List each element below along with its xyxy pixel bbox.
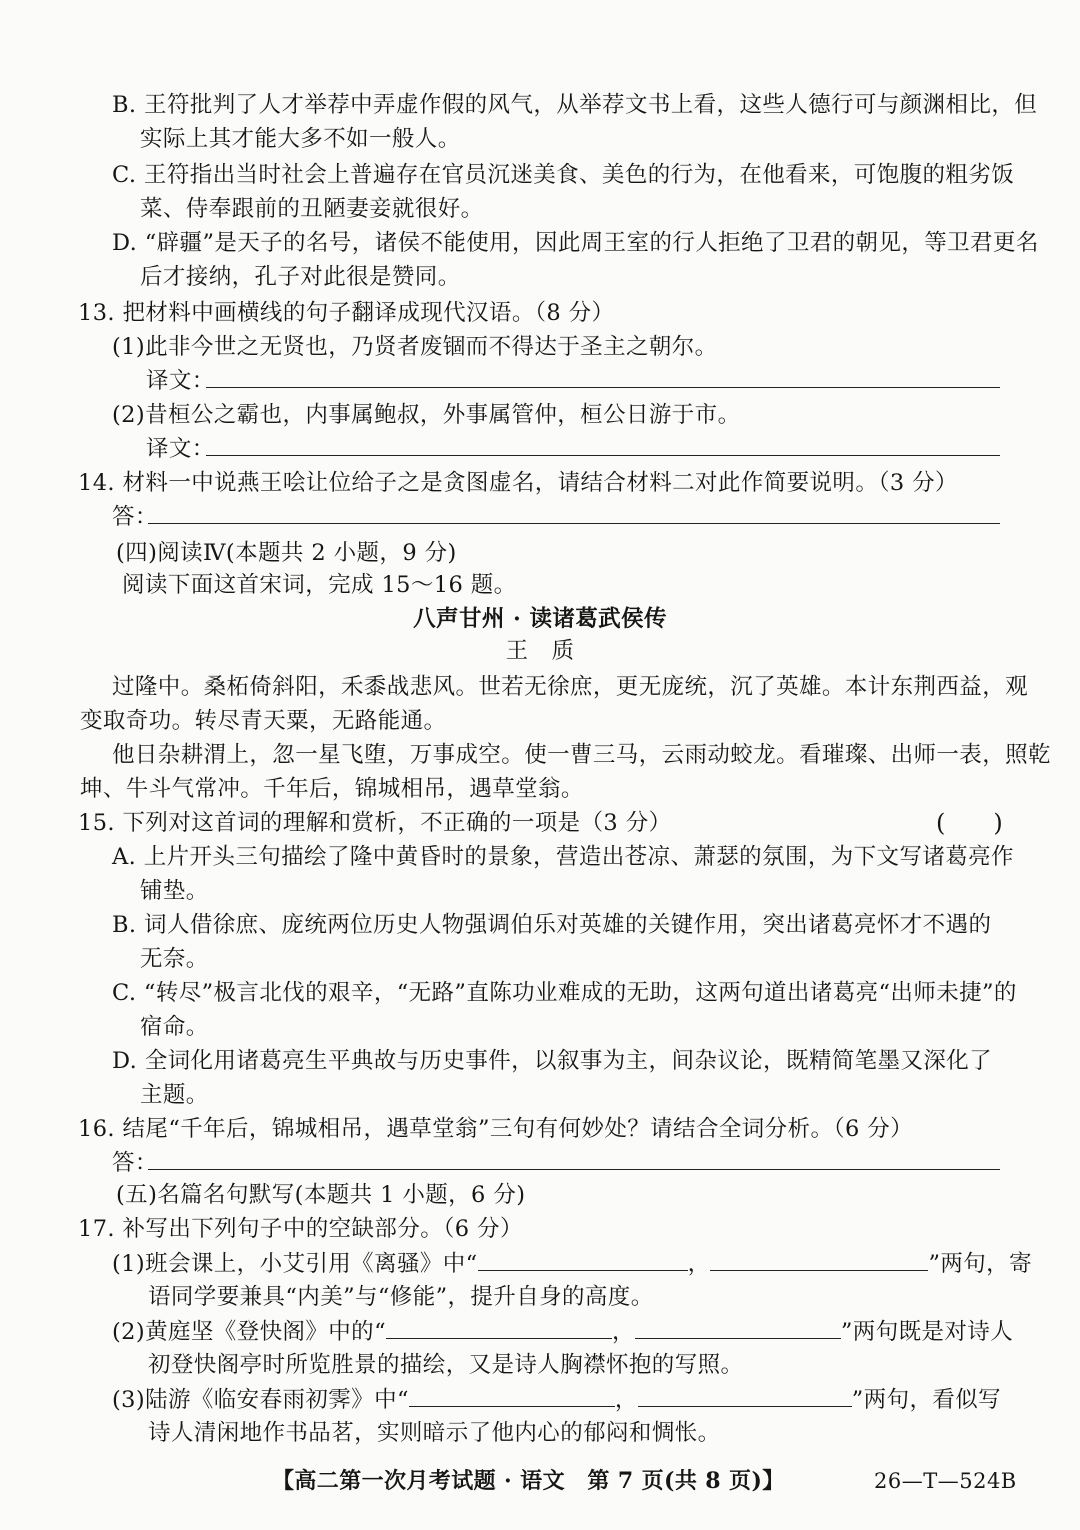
section4-intro: 阅读下面这首宋词，完成 15～16 题。 [122,572,517,598]
q13-sentence-1: (1)此非今世之无贤也，乃贤者废锢而不得达于圣主之朝尔。 [112,334,718,360]
q16-answer-line[interactable] [148,1169,1000,1170]
q15-option-b-line1: B. 词人借徐庶、庞统两位历史人物强调伯乐对英雄的关键作用，突出诸葛亮怀才不遇的 [112,912,992,938]
q14-stem: 14. 材料一中说燕王哙让位给子之是贪图虚名，请结合材料二对此作简要说明。（3 分） [78,470,958,496]
poem-title: 八声甘州 · 读诸葛武侯传 [413,606,667,632]
q17-item-2-prefix: (2)黄庭坚《登快阁》中的“ [112,1319,386,1345]
section5-heading: (五)名篇名句默写(本题共 1 小题，6 分) [116,1182,526,1208]
poem-line-1: 过隆中。桑柘倚斜阳，禾黍战悲风。世若无徐庶，更无庞统，沉了英雄。本计东荆西益，观 [112,674,1029,700]
q17-item-1-comma: ， [687,1251,711,1277]
q17-item-3-line2: 诗人清闲地作书品茗，实则暗示了他内心的郁闷和惆怅。 [148,1420,721,1446]
q14-answer-line[interactable] [148,523,1000,524]
q15-option-c-line2: 宿命。 [140,1014,209,1040]
paper-code: 26—T—524B [874,1469,1017,1493]
q17-item-1-blank-2[interactable] [710,1246,928,1271]
q17-item-1 [112,1246,1032,1281]
q17-item-2-blank-2[interactable] [635,1314,841,1339]
q16-stem: 16. 结尾“千年后，锦城相吊，遇草堂翁”三句有何妙处？请结合全词分析。（6 分） [78,1116,914,1142]
poem-line-3: 他日杂耕渭上，忽一星飞堕，万事成空。使一曹三马，云雨动蛟龙。看璀璨、出师一表，照乾 [112,742,1051,768]
section4-heading: (四)阅读Ⅳ(本题共 2 小题，9 分) [116,540,457,566]
q13-answer-line-1[interactable] [206,387,1000,388]
q15-option-a-line1: A. 上片开头三句描绘了隆中黄昏时的景象，营造出苍凉、萧瑟的氛围，为下文写诸葛亮作 [112,844,1014,870]
q17-item-2 [112,1314,1013,1349]
q17-item-2-blank-1[interactable] [386,1314,612,1339]
q17-item-1-prefix: (1)班会课上，小艾引用《离骚》中“ [112,1251,478,1277]
q12-option-b-line2: 实际上其才能大多不如一般人。 [140,126,461,152]
q17-item-2-comma: ， [611,1319,635,1345]
q12-option-d-line1: D. “辟疆”是天子的名号，诸侯不能使用，因此周王室的行人拒绝了卫君的朝见，等卫君更名 [112,230,1039,256]
q13-sentence-2: (2)昔桓公之霸也，内事属鲍叔，外事属管仲，桓公日游于市。 [112,402,741,428]
q17-item-3-blank-1[interactable] [409,1382,615,1407]
q13-answer-label-2: 译文： [146,436,215,462]
q17-item-1-blank-1[interactable] [478,1246,688,1271]
q17-item-3 [112,1382,1001,1417]
q15-option-d-line2: 主题。 [140,1082,209,1108]
q15-stem: 15. 下列对这首词的理解和赏析，不正确的一项是（3 分） [78,810,672,836]
q16-answer-label: 答： [112,1150,158,1176]
q15-option-a-line2: 铺垫。 [140,878,209,904]
q12-option-b-line1: B. 王符批判了人才举荐中弄虚作假的风气，从举荐文书上看，这些人德行可与颜渊相比，但 [112,92,1038,118]
q17-item-2-suffix: ”两句既是对诗人 [840,1319,1014,1345]
q13-answer-label-1: 译文： [146,368,215,394]
q14-answer-label: 答： [112,504,158,530]
q17-item-2-line2: 初登快阁亭时所览胜景的描绘，又是诗人胸襟怀抱的写照。 [148,1352,744,1378]
poem-line-2: 变取奇功。转尽青天粟，无路能通。 [80,708,447,734]
page-footer: 【高二第一次月考试题 · 语文 第 7 页(共 8 页)】 [272,1468,785,1494]
q15-option-b-line2: 无奈。 [140,946,209,972]
q13-stem: 13. 把材料中画横线的句子翻译成现代汉语。（8 分） [78,300,615,326]
q15-option-d-line1: D. 全词化用诸葛亮生平典故与历史事件，以叙事为主，间杂议论，既精简笔墨又深化了 [112,1048,993,1074]
q12-option-c-line2: 菜、侍奉跟前的丑陋妻妾就很好。 [140,196,484,222]
q15-answer-bracket[interactable]: ( ) [936,809,1003,837]
q13-answer-line-2[interactable] [206,455,1000,456]
q17-item-1-suffix: ”两句，寄 [928,1251,1032,1277]
q17-item-3-prefix: (3)陆游《临安春雨初霁》中“ [112,1387,409,1413]
q12-option-d-line2: 后才接纳，孔子对此很是赞同。 [140,264,461,290]
q17-item-3-blank-2[interactable] [638,1382,852,1407]
q17-item-3-comma: ， [614,1387,638,1413]
q17-stem: 17. 补写出下列句子中的空缺部分。（6 分） [78,1216,523,1242]
q12-option-c-line1: C. 王符指出当时社会上普遍存在官员沉迷美食、美色的行为，在他看来，可饱腹的粗劣饭 [112,162,1015,188]
q17-item-1-line2: 语同学要兼具“内美”与“修能”，提升自身的高度。 [148,1284,654,1310]
poem-author: 王 质 [505,638,575,664]
q15-option-c-line1: C. “转尽”极言北伐的艰辛，“无路”直陈功业难成的无助，这两句道出诸葛亮“出师未捷”的 [112,980,1017,1006]
q17-item-3-suffix: ”两句，看似写 [851,1387,1002,1413]
poem-line-4: 坤、牛斗气常冲。千年后，锦城相吊，遇草堂翁。 [80,776,584,802]
